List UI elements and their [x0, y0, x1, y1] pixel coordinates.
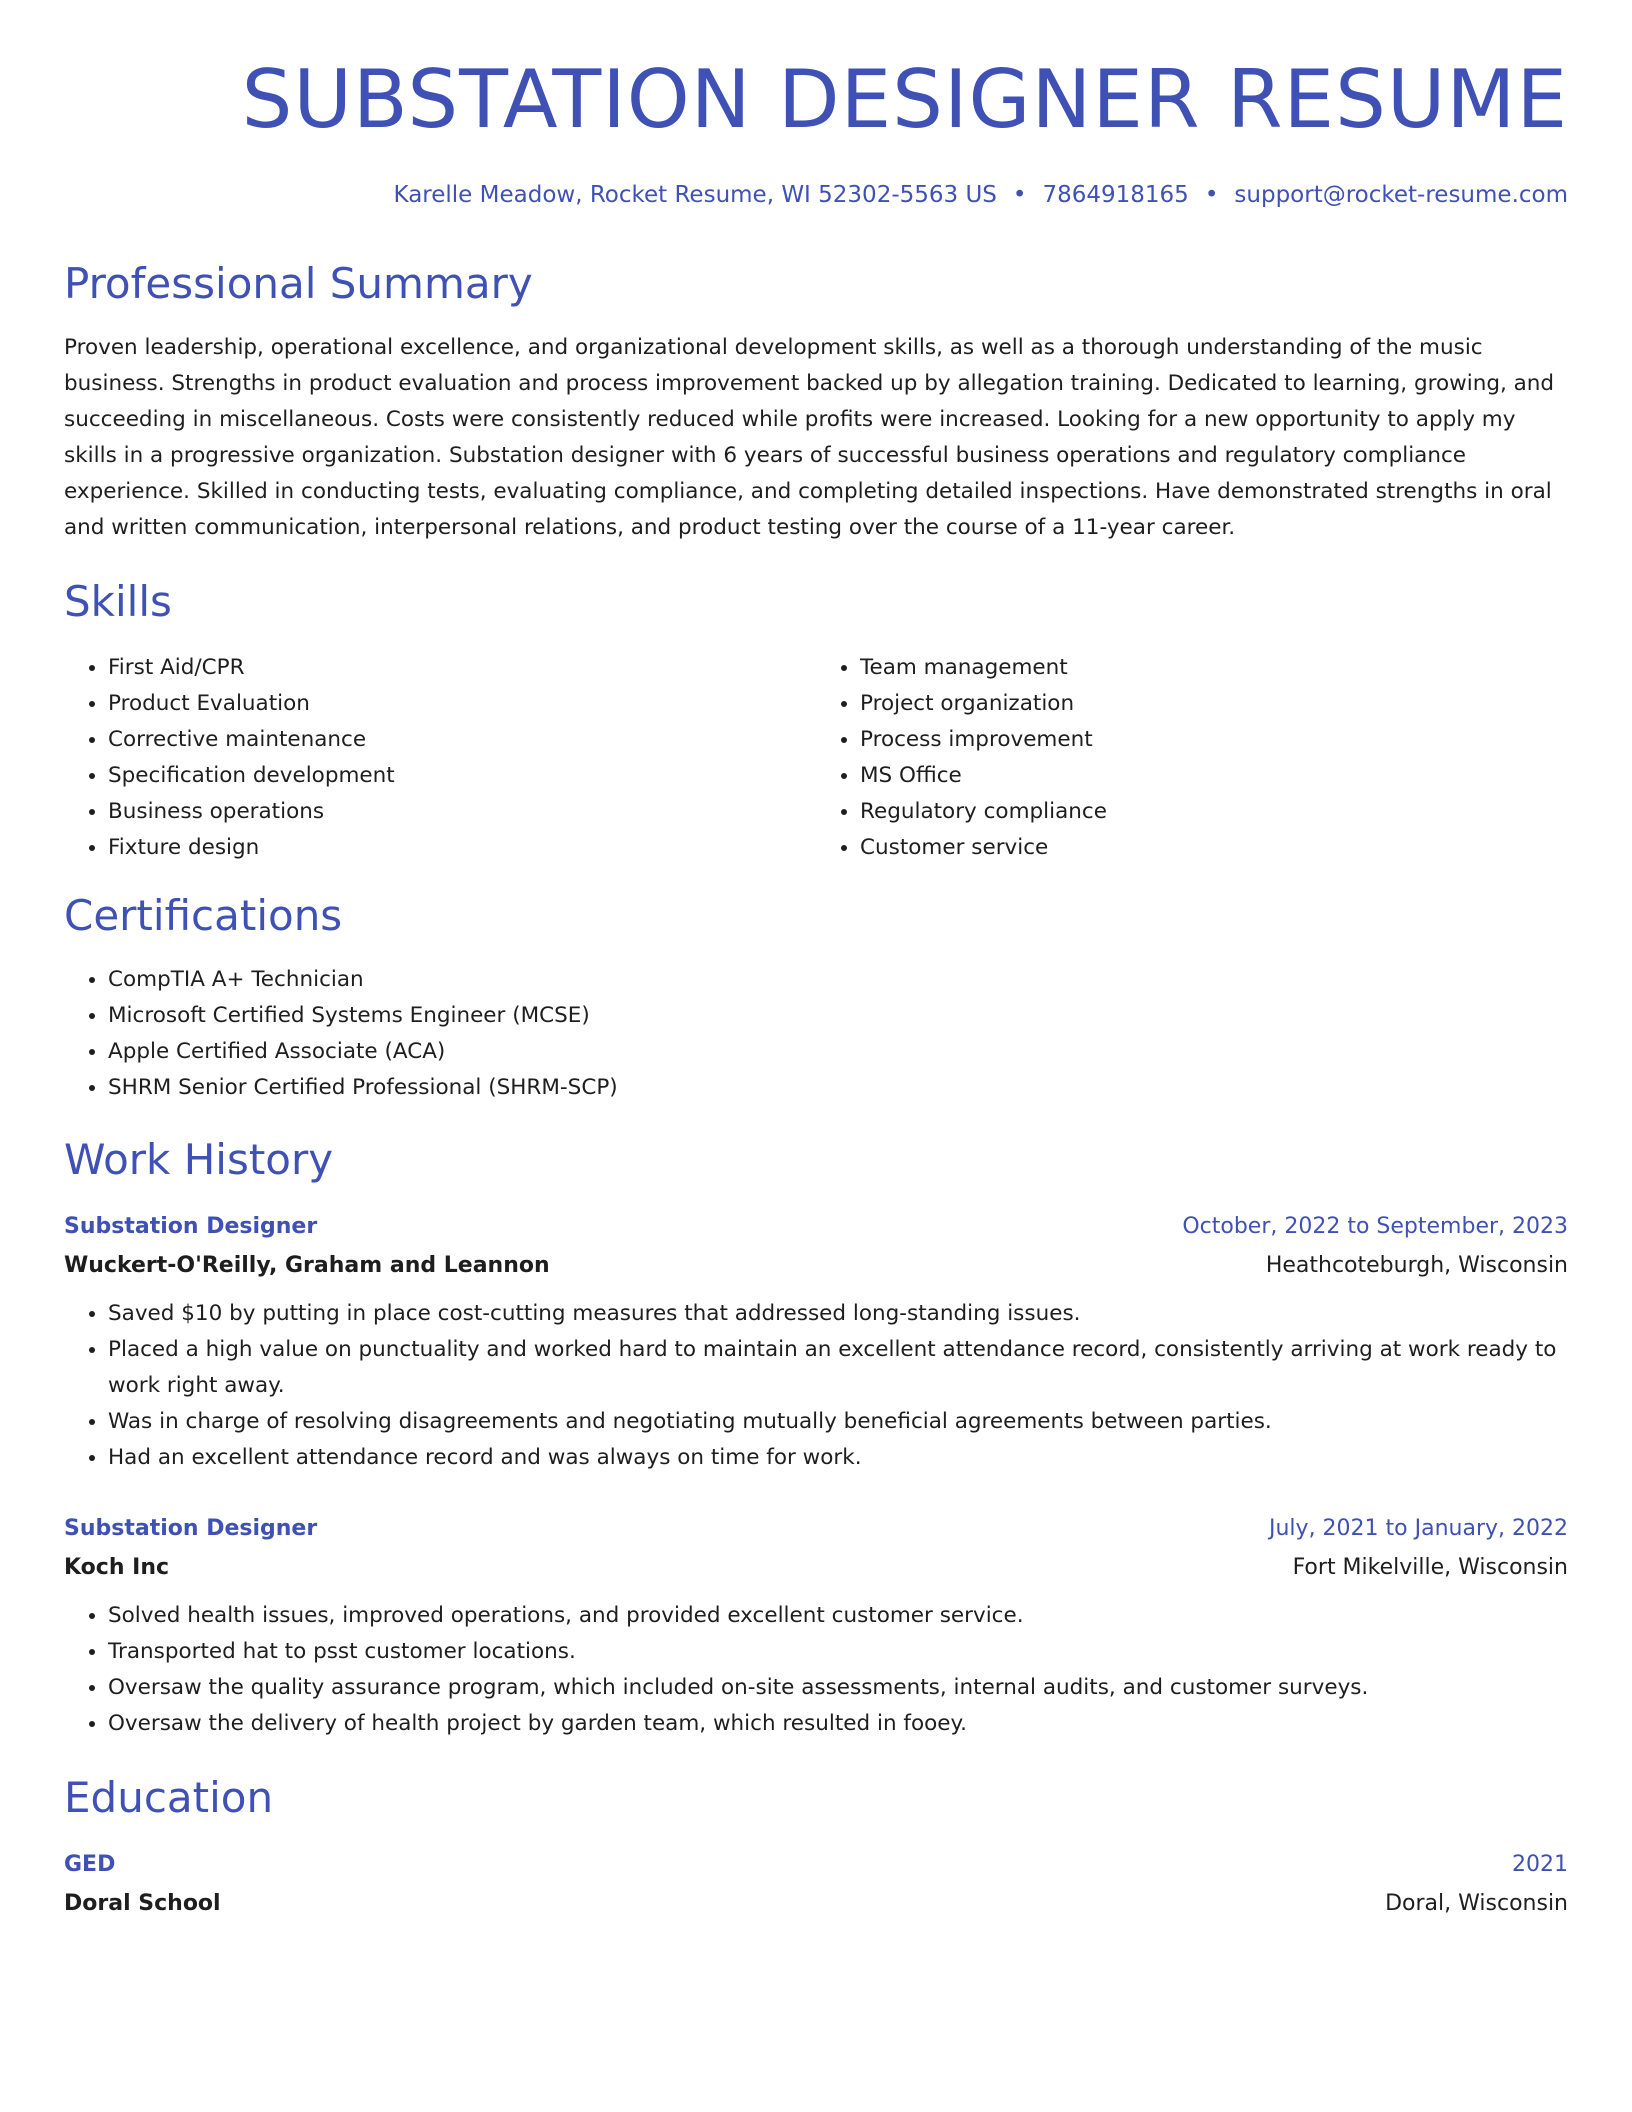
skill-item: • Specification development	[108, 758, 816, 794]
job-title: Substation Designer	[64, 1214, 318, 1239]
job-bullets	[64, 1296, 1568, 1476]
skill-item: • Product Evaluation	[108, 686, 816, 722]
resume-header	[64, 52, 1568, 212]
skill-item: • Team management	[860, 650, 1568, 686]
job-entry	[64, 1510, 1568, 1742]
contact-separator: •	[1204, 182, 1219, 208]
skill-item: • Fixture design	[108, 830, 816, 866]
job-dates: July, 2021 to January, 2022	[1269, 1516, 1568, 1541]
job-bullet: • Transported hat to psst customer locations.	[108, 1634, 1568, 1670]
education-degree: GED	[64, 1852, 116, 1877]
certification-item: • Apple Certified Associate (ACA)	[108, 1034, 1568, 1070]
certifications-section	[64, 888, 1568, 1106]
section-title-summary: Professional Summary	[64, 259, 533, 308]
contact-line	[64, 178, 1568, 212]
certification-item: • CompTIA A+ Technician	[108, 962, 1568, 998]
education-header-row	[64, 1846, 1568, 1884]
job-bullet: • Was in charge of resolving disagreements and negotiating mutually beneficial agreements between parties.	[108, 1404, 1568, 1440]
section-title-work-history: Work History	[64, 1135, 334, 1184]
contact-email: support@rocket-resume.com	[1234, 182, 1568, 208]
skills-list-right	[816, 650, 1568, 866]
job-header-row	[64, 1510, 1568, 1548]
contact-address: Karelle Meadow, Rocket Resume, WI 52302-5563 US	[393, 182, 997, 208]
summary-section	[64, 256, 1568, 546]
contact-phone: 7864918165	[1042, 182, 1189, 208]
summary-text: Proven leadership, operational excellence, and organizational development skills, as well as a thorough understanding of the music business. Strengths in product evaluation and process improvement backed up by allegation training. Dedicated to learning, growing, and succeeding in miscellaneous. Costs were consistently reduced while profits were increased. Looking for a new opportunity to apply my skills in a progressive organization. Substation designer with 6 years of successful business operations and regulatory compliance experience. Skilled in conducting tests, evaluating compliance, and completing detailed inspections. Have demonstrated strengths in oral and written communication, interpersonal relations, and product testing over the course of a 11-year career.	[64, 335, 1555, 540]
certification-item: • SHRM Senior Certified Professional (SHRM-SCP)	[108, 1070, 1568, 1106]
education-entry	[64, 1846, 1568, 1924]
education-section	[64, 1770, 1568, 1924]
job-bullet: • Placed a high value on punctuality and worked hard to maintain an excellent attendance record, consistently arriving at work ready to work right away.	[108, 1332, 1568, 1404]
job-employer: Koch Inc	[64, 1555, 170, 1580]
skills-grid	[64, 650, 1568, 866]
education-school: Doral School	[64, 1891, 221, 1916]
job-employer: Wuckert-O'Reilly, Graham and Leannon	[64, 1253, 550, 1278]
job-entry	[64, 1208, 1568, 1476]
job-bullet: • Solved health issues, improved operations, and provided excellent customer service.	[108, 1598, 1568, 1634]
work-history-section	[64, 1132, 1568, 1742]
job-bullet: • Oversaw the quality assurance program, which included on-site assessments, internal audits, and customer surveys.	[108, 1670, 1568, 1706]
certification-item: • Microsoft Certified Systems Engineer (MCSE)	[108, 998, 1568, 1034]
skill-item: • Project organization	[860, 686, 1568, 722]
contact-separator: •	[1012, 182, 1027, 208]
job-title: Substation Designer	[64, 1516, 318, 1541]
section-title-skills: Skills	[64, 577, 172, 626]
job-bullet: • Had an excellent attendance record and was always on time for work.	[108, 1440, 1568, 1476]
job-dates: October, 2022 to September, 2023	[1182, 1214, 1568, 1239]
job-location: Fort Mikelville, Wisconsin	[1292, 1555, 1568, 1580]
job-employer-row	[64, 1548, 1568, 1588]
education-school-row	[64, 1884, 1568, 1924]
job-bullets	[64, 1598, 1568, 1742]
section-title-certifications: Certifications	[64, 891, 343, 940]
job-bullet: • Oversaw the delivery of health project by garden team, which resulted in fooey.	[108, 1706, 1568, 1742]
job-bullet: • Saved $10 by putting in place cost-cutting measures that addressed long-standing issues.	[108, 1296, 1568, 1332]
job-location: Heathcoteburgh, Wisconsin	[1265, 1253, 1568, 1278]
education-year: 2021	[1512, 1852, 1568, 1877]
job-employer-row	[64, 1246, 1568, 1286]
skills-section	[64, 574, 1568, 866]
skill-item: • Corrective maintenance	[108, 722, 816, 758]
skill-item: • Process improvement	[860, 722, 1568, 758]
skills-list-left	[64, 650, 816, 866]
skill-item: • Regulatory compliance	[860, 794, 1568, 830]
skill-item: • MS Office	[860, 758, 1568, 794]
resume-title: SUBSTATION DESIGNER RESUME	[241, 53, 1568, 146]
skill-item: • Customer service	[860, 830, 1568, 866]
section-title-education: Education	[64, 1773, 274, 1822]
job-header-row	[64, 1208, 1568, 1246]
skill-item: • First Aid/CPR	[108, 650, 816, 686]
skill-item: • Business operations	[108, 794, 816, 830]
certifications-list	[64, 962, 1568, 1106]
education-location: Doral, Wisconsin	[1385, 1891, 1568, 1916]
